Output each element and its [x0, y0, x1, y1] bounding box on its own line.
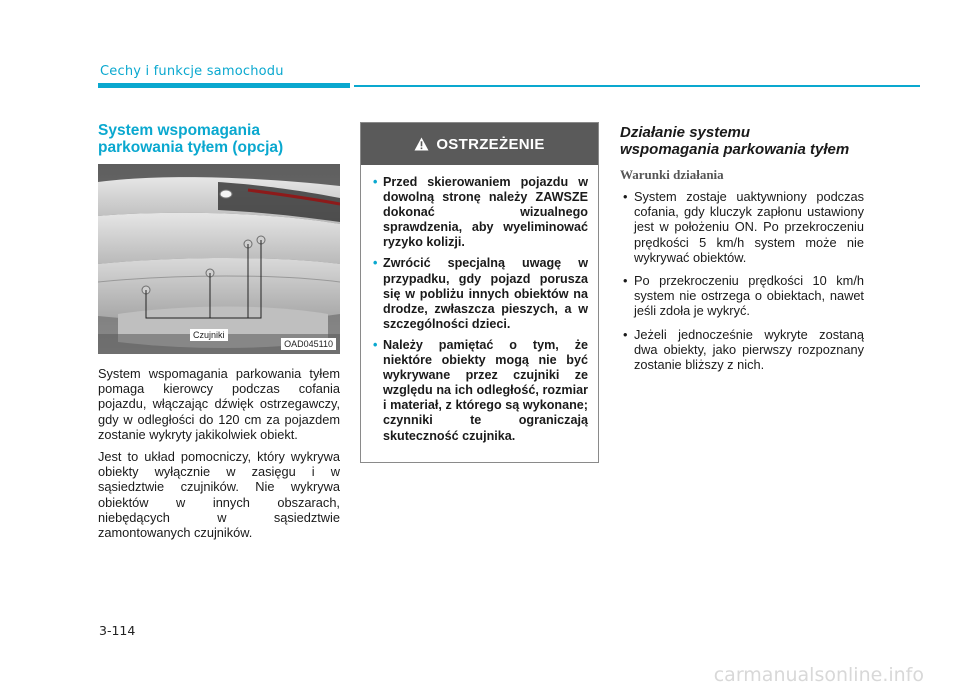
body-paragraph: System wspomagania parkowania tyłem pomaga kierowcy podczas cofania pojazdu, włączając dźwięk ostrzegawczy, gdy w odległości do 120 cm za pojazdem zostanie wykryty jakikolwiek obiekt.: [98, 366, 340, 442]
list-item-text: Jeżeli jednocześnie wykryte zostaną dwa obiekty, jako pierwszy rozpoznany zostanie bliższy z nich.: [634, 326, 864, 373]
car-rear-illustration: [98, 164, 340, 354]
section-title-line2: parkowania tyłem (opcja): [98, 139, 284, 156]
figure-label-sensors: Czujniki: [190, 329, 228, 341]
list-item: [620, 273, 864, 319]
section3-title-line2: wspomagania parkowania tyłem: [620, 141, 850, 158]
warning-item-text: Należy pamiętać o tym, że niektóre obiekty mogą nie być wykrywane przez czujniki ze względu na ich odległość, rozmiar i materiał, z którego są wykonane; czynniki te ograniczają skuteczność czujnika.: [383, 337, 588, 443]
bullet-icon: •: [623, 189, 628, 204]
bullet-icon: •: [623, 326, 628, 342]
car-rear-sensor-figure: [98, 164, 340, 354]
bullet-icon: •: [373, 337, 378, 352]
warning-item-text: Przed skierowaniem pojazdu w dowolną stronę należy ZAWSZE dokonać wizualnego sprawdzenia, aby wyeliminować ryzyko kolizji.: [383, 175, 588, 250]
warning-box: [360, 122, 599, 463]
column-left: [98, 122, 340, 540]
watermark: carmanualsonline.info: [713, 664, 924, 686]
section-title: [98, 122, 340, 156]
section3-title-line1: Działanie systemu: [620, 124, 751, 141]
warning-header: [361, 123, 598, 165]
section3-title: [620, 124, 864, 158]
warning-item: [373, 338, 588, 444]
list-item-text: Po przekroczeniu prędkości 10 km/h system nie ostrzega o obiektach, nawet jeśli zdoła je wykryć.: [634, 273, 864, 319]
column-right: [620, 124, 864, 380]
bullet-icon: •: [373, 175, 378, 189]
section-title-line1: System wspomagania: [98, 122, 260, 139]
warning-triangle-icon: [414, 137, 429, 151]
header-rule-thin: [354, 85, 920, 87]
bullet-icon: •: [373, 256, 378, 271]
header-rule-thick: [98, 83, 350, 88]
body-paragraph: Jest to układ pomocniczy, który wykrywa obiekty wyłącznie w zasięgu i w sąsiedztwie czujników. Nie wykrywa obiektów w innych obszarach, niebędących w sąsiedztwie zamontowanych czujników.: [98, 449, 340, 541]
figure-code: OAD045110: [281, 338, 336, 350]
page-number: 3-114: [99, 623, 136, 638]
warning-title: OSTRZEŻENIE: [436, 135, 545, 153]
section-header-title: Cechy i funkcje samochodu: [100, 64, 284, 79]
warning-item: [373, 175, 588, 250]
warning-list: [373, 175, 588, 444]
warning-item: [373, 256, 588, 331]
bullet-icon: •: [623, 273, 628, 289]
conditions-list: [620, 189, 864, 372]
warning-item-text: Zwrócić specjalną uwagę w przypadku, gdy pojazd porusza się w pobliżu innych obiektów na drodze, zwłaszcza pieszych, a w szczególności dzieci.: [383, 256, 588, 331]
list-item: [620, 327, 864, 373]
subheading-conditions: Warunki działania: [620, 167, 724, 182]
list-item-text: System zostaje uaktywniony podczas cofania, gdy kluczyk zapłonu ustawiony jest w położeniu ON. Po przekroczeniu prędkości 5 km/h system może nie wykrywać obiektów.: [634, 189, 864, 265]
list-item: [620, 189, 864, 265]
